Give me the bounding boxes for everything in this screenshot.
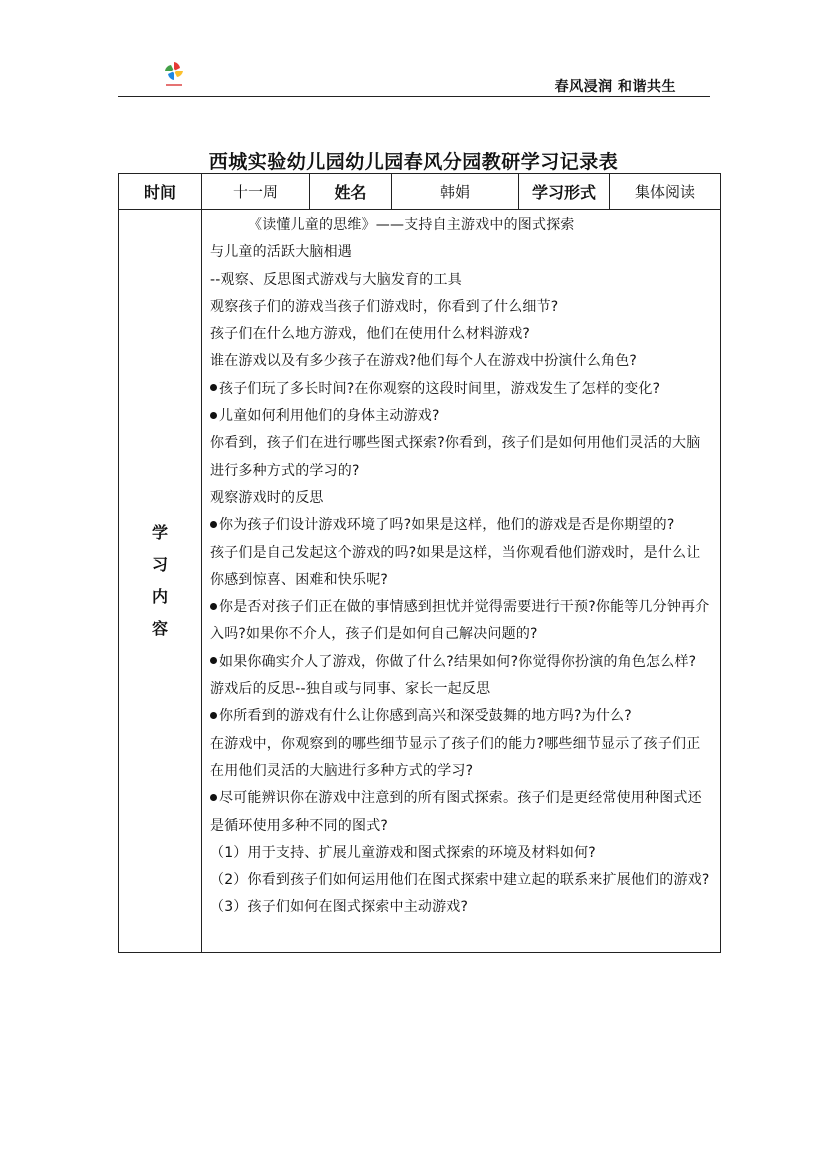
content-line-text: 孩子们在什么地方游戏，他们在使用什么材料游戏? <box>210 326 531 343</box>
page-title: 西城实验幼儿园幼儿园春风分园教研学习记录表 <box>208 151 619 173</box>
content-line <box>210 212 714 239</box>
side-char: 习 <box>151 554 168 574</box>
name-label: 姓名 <box>310 174 392 210</box>
content-line <box>210 894 714 921</box>
content-line <box>210 785 714 840</box>
content-line-text: 《读懂儿童的思维》——支持自主游戏中的图式探索 <box>248 217 575 233</box>
pinwheel-logo-icon <box>163 60 185 90</box>
content-line <box>210 321 714 348</box>
content-line <box>210 376 714 403</box>
time-value: 十一周 <box>202 174 310 210</box>
header-row <box>119 174 721 210</box>
name-value: 韩娟 <box>392 174 519 210</box>
content-line <box>210 294 714 321</box>
content-line-text: （3）孩子们如何在图式探索中主动游戏? <box>210 899 469 916</box>
content-line <box>210 485 714 512</box>
content-line-text: 在游戏中，你观察到的哪些细节显示了孩子们的能力?哪些细节显示了孩子们正在用他们灵活的大脑进行多种方式的学习? <box>210 735 701 779</box>
time-label: 时间 <box>119 174 202 210</box>
content-line-text: 你是否对孩子们正在做的事情感到担忧并觉得需要进行干预?你能等几分钟再介入吗?如果你不介人，孩子们是如何自己解决问题的? <box>210 599 710 643</box>
content-line-text: 孩子们玩了多长时间?在你观察的这段时间里，游戏发生了怎样的变化? <box>219 380 661 397</box>
content-line <box>210 512 714 539</box>
content-line <box>210 267 714 294</box>
content-line-text: 你所看到的游戏有什么让你感到高兴和深受鼓舞的地方吗?为什么? <box>219 708 632 725</box>
content-line <box>210 703 714 730</box>
content-line-text: 孩子们是自己发起这个游戏的吗?如果是这样，当你观看他们游戏时，是什么让你感到惊喜、困难和快乐呢? <box>210 544 701 588</box>
content-line <box>210 403 714 430</box>
content-line-text: （1）用于支持、扩展儿童游戏和图式探索的环境及材料如何? <box>210 844 596 861</box>
content-line <box>210 731 714 786</box>
content-line-text: 儿童如何利用他们的身体主动游戏? <box>219 408 440 425</box>
content-line-text: 观察游戏时的反思 <box>210 489 324 506</box>
bullet-icon <box>210 521 217 528</box>
content-line <box>210 540 714 595</box>
bullet-icon <box>210 712 217 719</box>
content-line-text: 观察孩子们的游戏当孩子们游戏时，你看到了什么细节? <box>210 298 559 315</box>
content-line-text: 谁在游戏以及有多少孩子在游戏?他们每个人在游戏中扮演什么角色? <box>210 353 638 370</box>
content-line-text: --观察、反思图式游戏与大脑发育的工具 <box>210 271 462 288</box>
side-char: 容 <box>151 618 168 638</box>
content-line <box>210 239 714 266</box>
content-line-text: 如果你确实介人了游戏，你做了什么?结果如何?你觉得你扮演的角色怎么样? <box>219 653 697 670</box>
content-row <box>119 210 721 953</box>
bullet-icon <box>210 384 217 391</box>
page-header <box>118 58 710 97</box>
content-line <box>210 649 714 676</box>
bullet-icon <box>210 412 217 419</box>
header-motto: 春风浸润 和谐共生 <box>554 79 676 95</box>
study-content <box>202 210 721 953</box>
bullet-icon <box>210 657 217 664</box>
content-line-text: 你看到，孩子们在进行哪些图式探索?你看到，孩子们是如何用他们灵活的大脑进行多种方式的学习的? <box>210 435 701 479</box>
content-line <box>210 867 714 894</box>
content-line-text: 你为孩子们设计游戏环境了吗?如果是这样，他们的游戏是否是你期望的? <box>219 517 675 534</box>
record-table <box>118 173 721 953</box>
content-line-text: （2）你看到孩子们如何运用他们在图式探索中建立起的联系来扩展他们的游戏? <box>210 872 710 889</box>
content-line <box>210 840 714 867</box>
side-char: 学 <box>151 522 168 542</box>
content-line <box>210 348 714 375</box>
content-line <box>210 676 714 703</box>
bullet-icon <box>210 794 217 801</box>
bullet-icon <box>210 603 217 610</box>
study-content-label <box>119 210 202 953</box>
content-line-text: 与儿童的活跃大脑相遇 <box>210 244 352 261</box>
content-line-text: 游戏后的反思--独自或与同事、家长一起反思 <box>210 681 491 698</box>
content-line-text: 尽可能辨识你在游戏中注意到的所有图式探索。孩子们是更经常使用种图式还是循环使用多种不同的图式? <box>210 790 702 834</box>
content-line <box>210 594 714 649</box>
form-value: 集体阅读 <box>610 174 721 210</box>
content-line <box>210 430 714 485</box>
form-label: 学习形式 <box>519 174 610 210</box>
side-char: 内 <box>151 586 168 606</box>
